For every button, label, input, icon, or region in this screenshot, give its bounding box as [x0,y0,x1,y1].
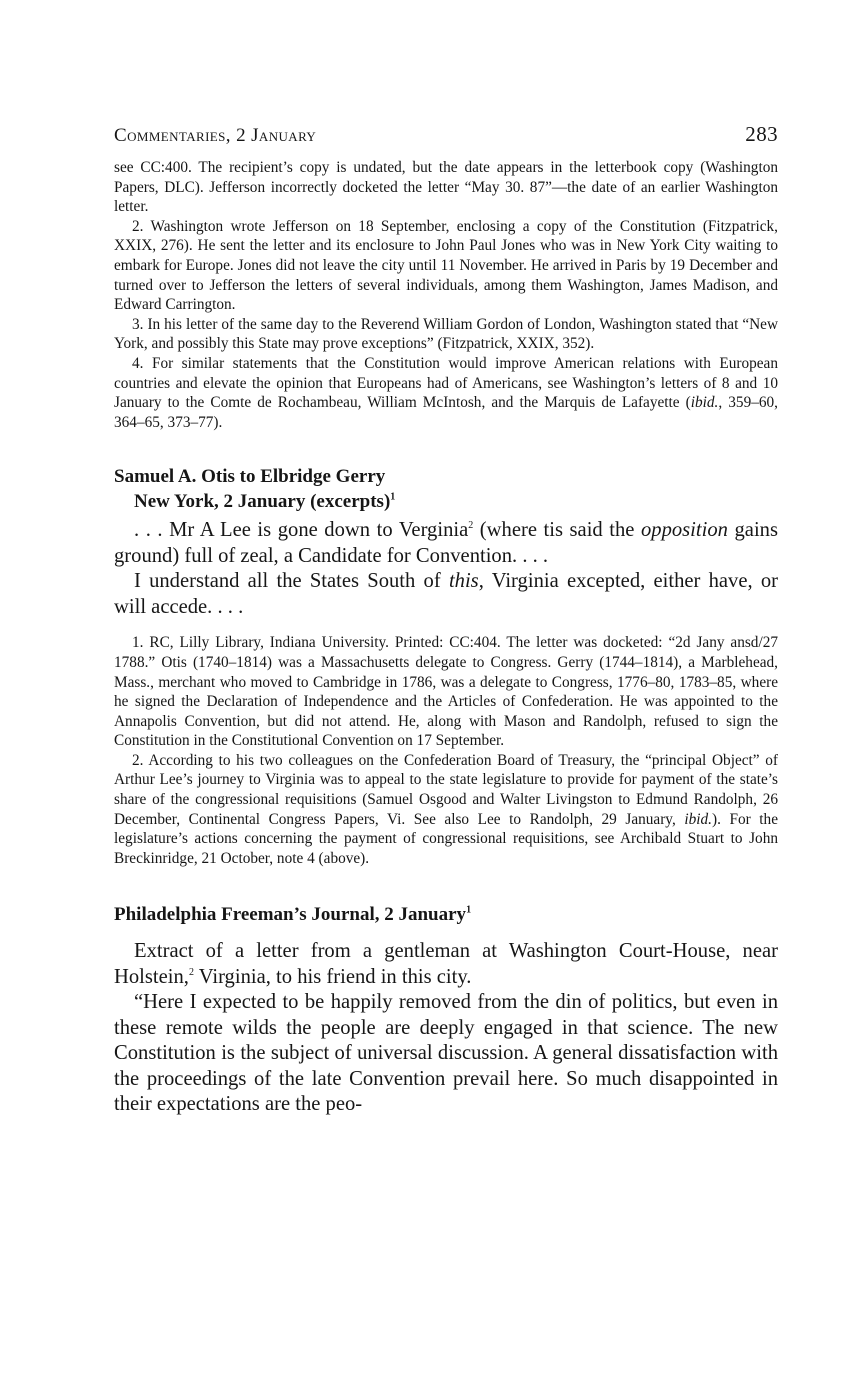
paragraph: I understand all the States South of this, Virginia excepted, either have, or will accede. . . . [114,570,778,618]
paragraph: Extract of a letter from a gentleman at Washington Court-House, near Holstein,$^2$ Virginia, to his friend in this city. [114,940,778,988]
running-title: Commentaries, 2 January [114,125,317,146]
footnote-2: 2. Washington wrote Jefferson on 18 September, enclosing a copy of the Constitution (Fitzpatrick, XXIX, 276). He sent the letter and its enclosure to John Paul Jones who was in New York City waiting to embark for Europe. Jones did not leave the city until 11 November. He arrived in Paris by 19 December and turned over to Jefferson the letters of several individuals, among them Washington, James Madison, and Edward Carrington. [114,217,778,314]
otis-footnotes [114,633,778,868]
footnote-1: 1. RC, Lilly Library, Indiana University. Printed: CC:404. The letter was docketed: “2d Jany ansd/27 1788.” Otis (1740–1814) was a Massachusetts delegate to Congress. Gerry (1744–1814), a Marblehead, Mass., merchant who moved to Cambridge in 1786, was a delegate to Congress, 1776–80, 1783–85, where he signed the Declaration of Independence and the Articles of Confederation. He was appointed to the Annapolis Convention, but did not attend. He, along with Mason and Randolph, refused to sign the Constitution in the Constitutional Convention on 17 September. [114,634,778,750]
freemans-journal-text [114,939,778,1118]
book-page [114,122,778,1118]
page-number: 283 [745,122,778,146]
otis-letter-text [114,518,778,620]
section-subheading: New York, 2 January (excerpts)$^1$ [134,491,396,513]
section-heading-freemans-journal: Philadelphia Freeman’s Journal, 2 January$^1$ [114,904,472,926]
running-head [114,122,778,158]
section-heading-otis: Samuel A. Otis to Elbridge Gerry New York, 2 January (excerpts)$^1$ [114,464,778,514]
paragraph: “Here I expected to be happily removed from the din of politics, but even in these remote wilds the people are deeply engaged in that science. The new Constitution is the subject of universal discussion. A general dissatisfaction with the proceedings of the late Convention prevail here. So much disappointed in their expectations are the peo- [114,991,778,1116]
footnote-4: 4. For similar statements that the Constitution would improve American relations with European countries and elevate the opinion that Europeans had of Americans, see Washington’s letters of 8 and 10 January to the Comte de Rochambeau, William McIntosh, and the Marquis de Lafayette (ibid., 359–60, 364–65, 373–77). [114,354,778,431]
footnote-3: 3. In his letter of the same day to the Reverend William Gordon of London, Washington stated that “New York, and possibly this State may prove exceptions” (Fitzpatrick, XXIX, 352). [114,315,778,353]
footnote-continued: see CC:400. The recipient’s copy is undated, but the date appears in the letterbook copy (Washington Papers, DLC). Jefferson incorrectly docketed the letter “May 30. 87”—the date of an earlier Washington letter. [114,159,778,216]
paragraph: . . . Mr A Lee is gone down to Verginia$^2$ (where tis said the opposition gains ground) full of zeal, a Candidate for Convention. . . . [114,519,778,567]
footnote-2: 2. According to his two colleagues on the Confederation Board of Treasury, the “principal Object” of Arthur Lee’s journey to Virginia was to appeal to the state legislature to provide for payment of the state’s share of the congressional requisitions (Samuel Osgood and Walter Livingston to Edmund Randolph, 26 December, Continental Congress Papers, Vi. See also Lee to Randolph, 29 January, ibid.). For the legislature’s actions concerning the payment of congressional requisitions, see Archibald Stuart to John Breckinridge, 21 October, note 4 (above). [114,751,778,867]
top-footnotes [114,158,778,432]
